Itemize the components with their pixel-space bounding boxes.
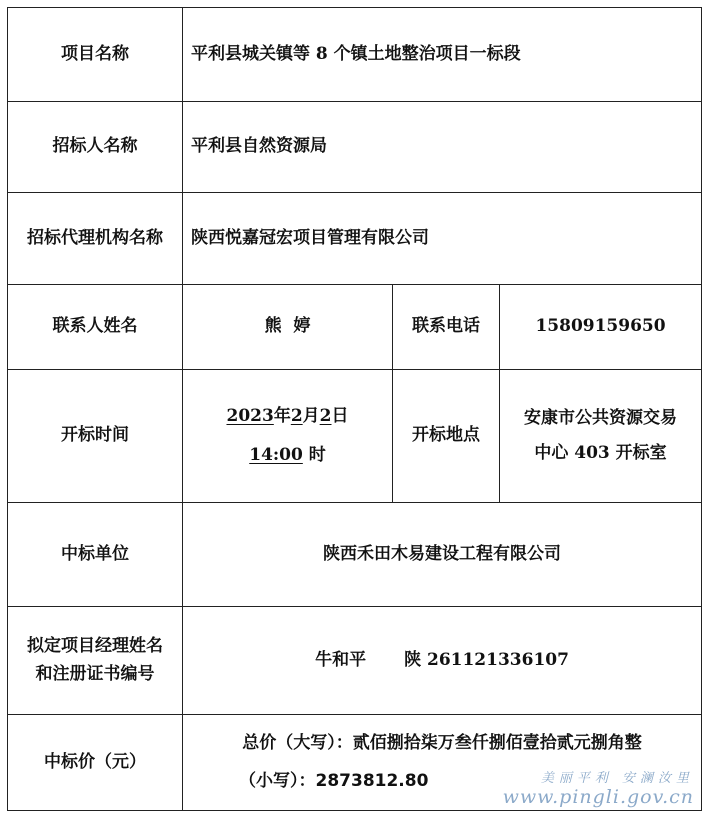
opening-time-value — [183, 370, 393, 503]
opening-clock: 14:00 — [249, 445, 303, 465]
manager-label-line2: 和注册证书编号 — [35, 663, 155, 684]
opening-place-value — [500, 370, 702, 503]
site-watermark — [503, 771, 694, 809]
row-tenderer — [8, 102, 702, 193]
project-name-label: 项目名称 — [8, 8, 183, 102]
opening-place-line2: 中心 403 开标室 — [534, 443, 667, 463]
winner-value: 陕西禾田木易建设工程有限公司 — [183, 503, 702, 607]
manager-label-line1: 拟定项目经理姓名 — [27, 636, 163, 657]
contact-label: 联系人姓名 — [8, 285, 183, 370]
watermark-url: www.pingli.gov.cn — [502, 786, 694, 809]
price-label: 中标价（元） — [8, 715, 183, 811]
row-agency — [8, 193, 702, 285]
opening-month: 2 — [290, 405, 303, 426]
manager-cert: 陕 261121336107 — [404, 649, 569, 670]
row-opening — [8, 370, 702, 503]
price-upper-label: 总价（大写）： — [242, 733, 353, 754]
row-project-name — [8, 8, 702, 102]
time-unit: 时 — [308, 445, 326, 465]
bid-result-table — [7, 7, 702, 811]
watermark-slogan: 美丽平利 安澜汝里 — [540, 770, 694, 786]
phone-label: 联系电话 — [393, 285, 500, 370]
tenderer-value: 平利县自然资源局 — [183, 102, 702, 193]
opening-time-label: 开标时间 — [8, 370, 183, 503]
row-winner — [8, 503, 702, 607]
opening-year: 2023 — [226, 405, 274, 426]
opening-place-label: 开标地点 — [393, 370, 500, 503]
price-lower-value: 2873812.80 — [315, 770, 429, 791]
price-upper-value: 贰佰捌拾柒万叁仟捌佰壹拾贰元捌角整 — [352, 733, 642, 754]
agency-label: 招标代理机构名称 — [8, 193, 183, 285]
year-unit: 年 — [273, 405, 291, 426]
manager-label — [8, 607, 183, 715]
manager-value — [183, 607, 702, 715]
tenderer-label: 招标人名称 — [8, 102, 183, 193]
price-lower-label: （小写）： — [239, 770, 316, 791]
opening-hour — [191, 442, 384, 469]
opening-date — [191, 403, 384, 430]
opening-day: 2 — [319, 405, 332, 426]
project-name-value: 平利县城关镇等 8 个镇土地整治项目一标段 — [183, 8, 702, 102]
contact-name: 熊 婷 — [183, 285, 393, 370]
winner-label: 中标单位 — [8, 503, 183, 607]
agency-value: 陕西悦嘉冠宏项目管理有限公司 — [183, 193, 702, 285]
opening-place-line1: 安康市公共资源交易 — [524, 407, 678, 428]
phone-value: 15809159650 — [500, 285, 702, 370]
row-contact — [8, 285, 702, 370]
manager-name: 牛和平 — [315, 649, 367, 670]
day-unit: 日 — [331, 405, 349, 426]
month-unit: 月 — [302, 405, 320, 426]
row-manager — [8, 607, 702, 715]
price-upper-line — [191, 730, 693, 757]
